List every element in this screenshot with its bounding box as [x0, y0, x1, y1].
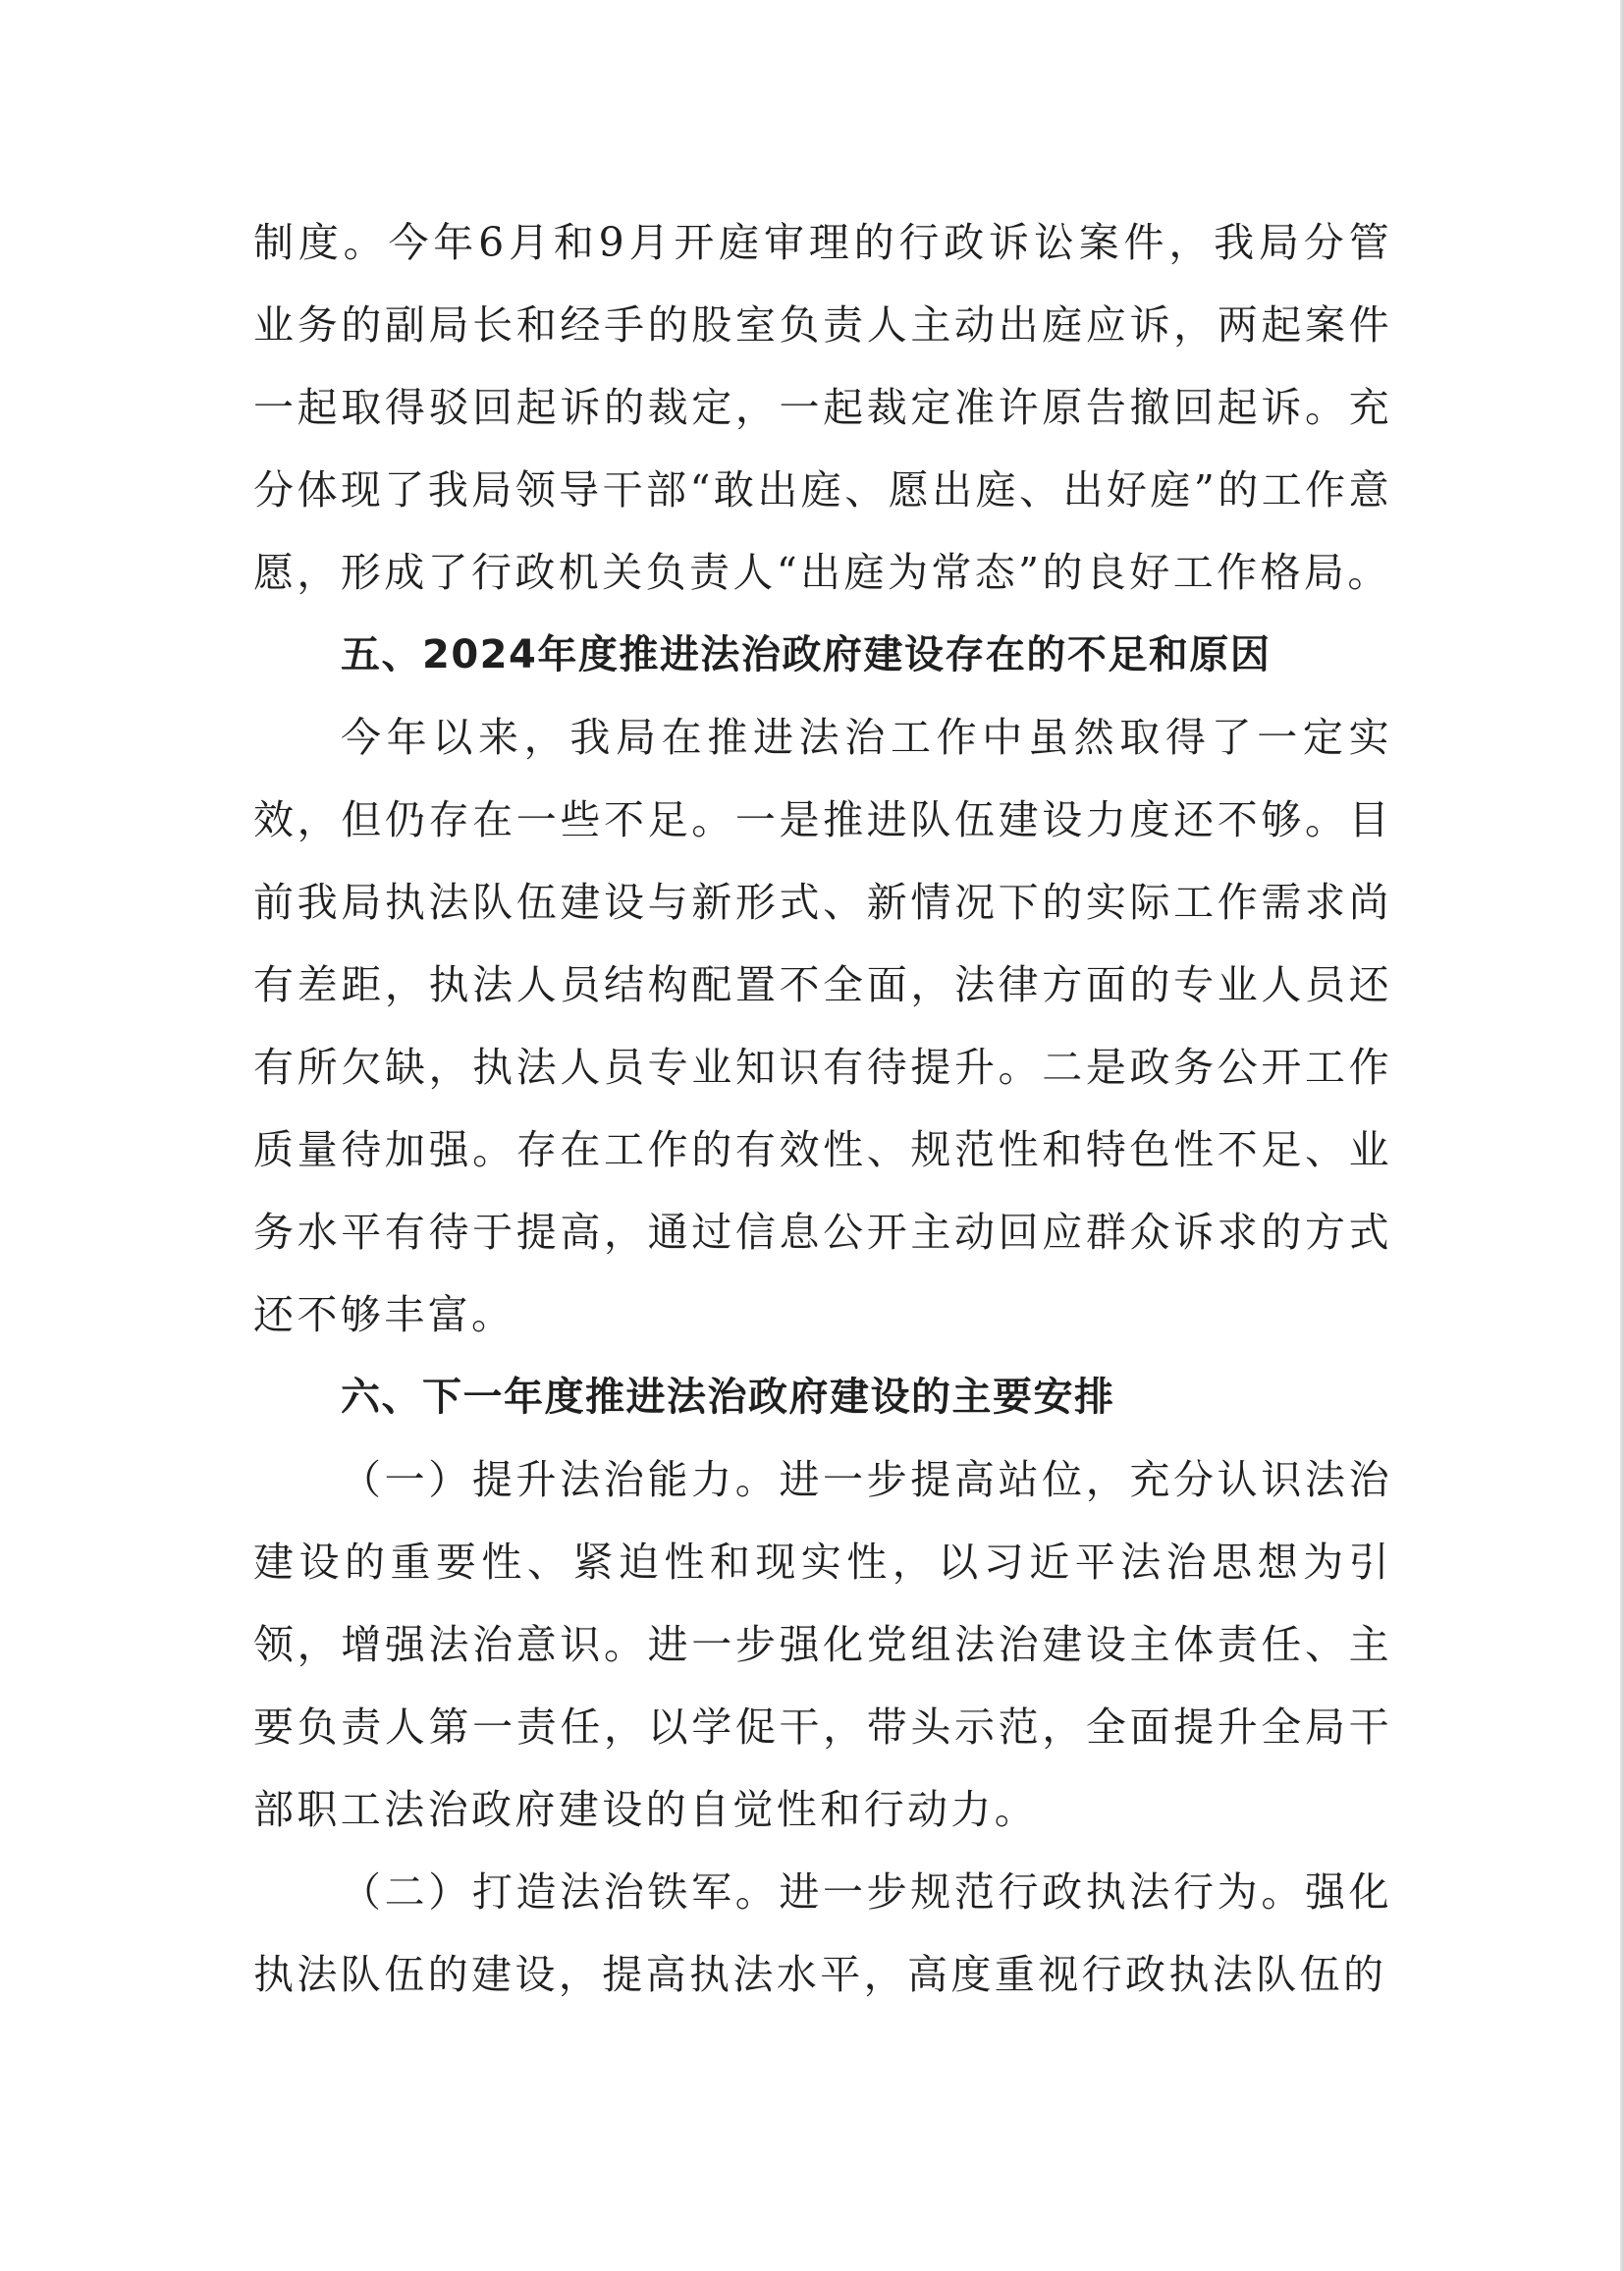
- section-heading-five: 五、2024年度推进法治政府建设存在的不足和原因: [341, 632, 1272, 677]
- scan-edge: [1620, 0, 1624, 2271]
- paragraph-shortcomings: 今年以来，我局在推进法治工作中虽然取得了一定实效，但仍存在一些不足。一是推进队伍建设力度还不够。目前我局执法队伍建设与新形式、新情况下的实际工作需求尚有差距，执法人员结构配置不全面，法律方面的专业人员还有所欠缺，执法人员专业知识有待提升。二是政务公开工作质量待加强。存在工作的有效性、规范性和特色性不足、业务水平有待于提高，通过信息公开主动回应群众诉求的方式还不够丰富。: [253, 714, 1392, 1338]
- paragraph-plan-one: （一）提升法治能力。进一步提高站位，充分认识法治建设的重要性、紧迫性和现实性，以习近平法治思想为引领，增强法治意识。进一步强化党组法治建设主体责任、主要负责人第一责任，以学促干，带头示范，全面提升全局干部职工法治政府建设的自觉性和行动力。: [253, 1456, 1392, 1833]
- section-heading-six: 六、下一年度推进法治政府建设的主要安排: [341, 1375, 1115, 1420]
- paragraph-continued: 制度。今年6月和9月开庭审理的行政诉讼案件，我局分管业务的副局长和经手的股室负责人主动出庭应诉，两起案件一起取得驳回起诉的裁定，一起裁定准许原告撤回起诉。充分体现了我局领导干部“敢出庭、愿出庭、出好庭”的工作意愿，形成了行政机关负责人“出庭为常态”的良好工作格局。: [253, 219, 1392, 596]
- document-page: [253, 201, 1392, 2016]
- paragraph-plan-two: （二）打造法治铁军。进一步规范行政执法行为。强化执法队伍的建设，提高执法水平，高度重视行政执法队伍的: [253, 1868, 1392, 1998]
